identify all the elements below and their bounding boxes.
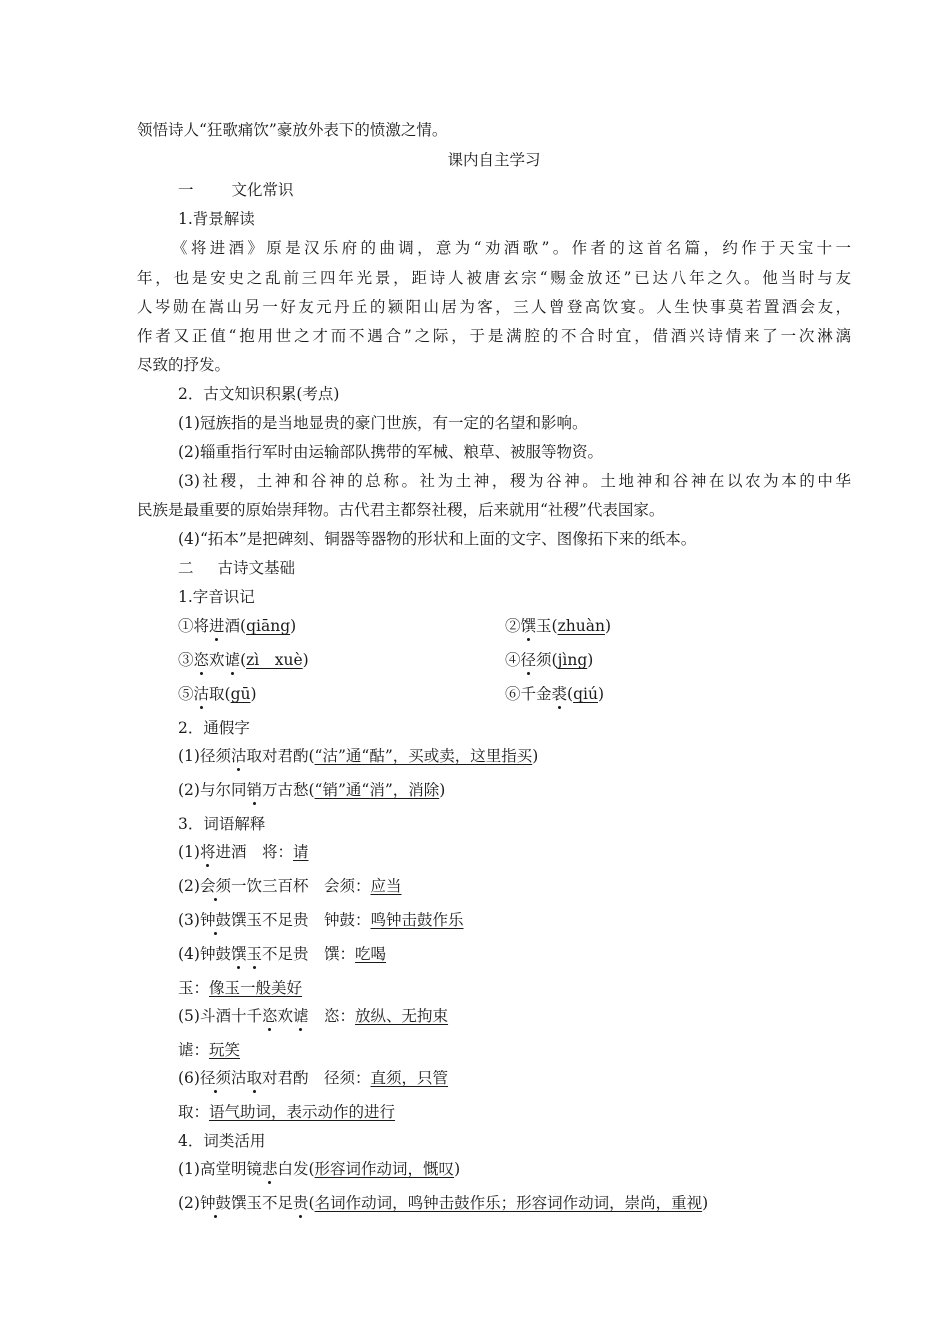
pinyin-answer: qiú <box>573 685 598 703</box>
ciyu-answer: 语气助词，表示动作的进行 <box>209 1103 396 1121</box>
ciyu-answer: 直须，只管 <box>370 1069 449 1087</box>
part2-s1-title: 1.字音识记 <box>178 588 255 606</box>
huoyong-answer: 形容词作动词，慨叹 <box>314 1160 455 1178</box>
ciyu-item-6: (6)径须沽取对君酌 径须：直须，只管 <box>178 1069 449 1087</box>
section-title: 课内自主学习 <box>447 151 541 169</box>
ciyu-answer: 鸣钟击鼓作乐 <box>370 911 464 929</box>
ciyu-answer: 请 <box>293 843 309 861</box>
knowledge-item-3b: 民族是最重要的原始崇拜物。古代君主都祭社稷，后来就用“社稷”代表国家。 <box>137 501 665 519</box>
pinyin-answer: qiāng <box>246 617 291 635</box>
pinyin-item-4: ④径须(jìng) <box>505 651 594 669</box>
knowledge-item-2: (2)辎重指行军时由运输部队携带的军械、粮草、被服等物资。 <box>178 443 603 461</box>
huoyong-item-2: (2)钟鼓馔玉不足贵(名词作动词，鸣钟击鼓作乐；形容词作动词，崇尚，重视) <box>178 1194 709 1212</box>
pinyin-item-5: ⑤沽取(gū) <box>178 685 257 703</box>
part1-num: 一 <box>178 181 194 199</box>
pinyin-answer: zhuàn <box>557 617 605 635</box>
tongjia-item-1: (1)径须沽取对君酌(“沽”通“酤”，买或卖，这里指买) <box>178 747 539 765</box>
ciyu-item-3: (3)钟鼓馔玉不足贵 钟鼓：鸣钟击鼓作乐 <box>178 911 464 929</box>
background-line-1: 《将进酒》原是汉乐府的曲调，意为“劝酒歌”。作者的这首名篇，约作于天宝十一 <box>172 239 851 257</box>
part1-s1-title: 1.背景解读 <box>178 210 255 228</box>
ciyu-answer: 放纵、无拘束 <box>355 1007 449 1025</box>
ciyu-answer: 玩笑 <box>209 1041 241 1059</box>
ciyu-item-5: (5)斗酒十千恣欢谑 恣：放纵、无拘束 <box>178 1007 449 1025</box>
part1-title: 文化常识 <box>231 181 294 199</box>
part2-title: 古诗文基础 <box>217 559 296 577</box>
pinyin-item-2: ②馔玉(zhuàn) <box>505 617 612 635</box>
part2-s4-title: 4．词类活用 <box>178 1132 266 1150</box>
pinyin-answer: zì xuè <box>246 651 303 669</box>
pinyin-item-6: ⑥千金裘(qiú) <box>505 685 605 703</box>
ciyu-item-4: (4)钟鼓馔玉不足贵 馔：吃喝 <box>178 945 387 963</box>
part2-s2-title: 2．通假字 <box>178 719 250 737</box>
pinyin-answer: jìng <box>557 651 588 669</box>
part2-heading <box>178 558 295 578</box>
background-line-2: 年，也是安史之乱前三四年光景，距诗人被唐玄宗“赐金放还”已达八年之久。他当时与友 <box>137 269 851 287</box>
tongjia-item-2: (2)与尔同销万古愁(“销”通“消”，消除) <box>178 781 446 799</box>
ciyu-answer: 像玉一般美好 <box>209 979 303 997</box>
pinyin-item-1: ①将进酒(qiāng) <box>178 617 297 635</box>
intro-line: 领悟诗人“狂歌痛饮”豪放外表下的愤激之情。 <box>137 121 448 139</box>
huoyong-item-1: (1)高堂明镜悲白发(形容词作动词，慨叹) <box>178 1160 461 1178</box>
tongjia-answer: “沽”通“酤”，买或卖，这里指买 <box>314 747 533 765</box>
ciyu-answer: 吃喝 <box>355 945 387 963</box>
ciyu-answer: 应当 <box>370 877 402 895</box>
tongjia-answer: “销”通“消”，消除 <box>314 781 440 799</box>
pinyin-item-3: ③恣欢谑(zì xuè) <box>178 651 309 669</box>
knowledge-item-1: (1)冠族指的是当地显贵的豪门世族，有一定的名望和影响。 <box>178 414 588 432</box>
huoyong-answer: 名词作动词，鸣钟击鼓作乐；形容词作动词，崇尚，重视 <box>314 1194 703 1212</box>
ciyu-item-4b: 玉：像玉一般美好 <box>178 979 303 997</box>
ciyu-item-6b: 取：语气助词，表示动作的进行 <box>178 1103 396 1121</box>
knowledge-item-3a: (3)社稷，土神和谷神的总称。社为土神，稷为谷神。土地神和谷神在以农为本的中华 <box>178 472 851 490</box>
ciyu-item-2: (2)会须一饮三百杯 会须：应当 <box>178 877 402 895</box>
ciyu-item-1: (1)将进酒 将：请 <box>178 843 309 861</box>
part2-num: 二 <box>178 559 194 577</box>
pinyin-answer: gū <box>230 685 251 703</box>
background-line-5: 尽致的抒发。 <box>137 356 231 374</box>
knowledge-item-4: (4)“拓本”是把碑刻、铜器等器物的形状和上面的文字、图像拓下来的纸本。 <box>178 530 697 548</box>
part1-s2-title: 2．古文知识积累(考点) <box>178 385 340 403</box>
background-line-4: 作者又正值“抱用世之才而不遇合”之际，于是满腔的不合时宜，借酒兴诗情来了一次淋漓 <box>137 327 851 345</box>
ciyu-item-5b: 谑：玩笑 <box>178 1041 241 1059</box>
part1-heading <box>178 180 294 200</box>
background-line-3: 人岑勋在嵩山另一好友元丹丘的颍阳山居为客，三人曾登高饮宴。人生快事莫若置酒会友， <box>137 298 851 316</box>
part2-s3-title: 3．词语解释 <box>178 815 266 833</box>
